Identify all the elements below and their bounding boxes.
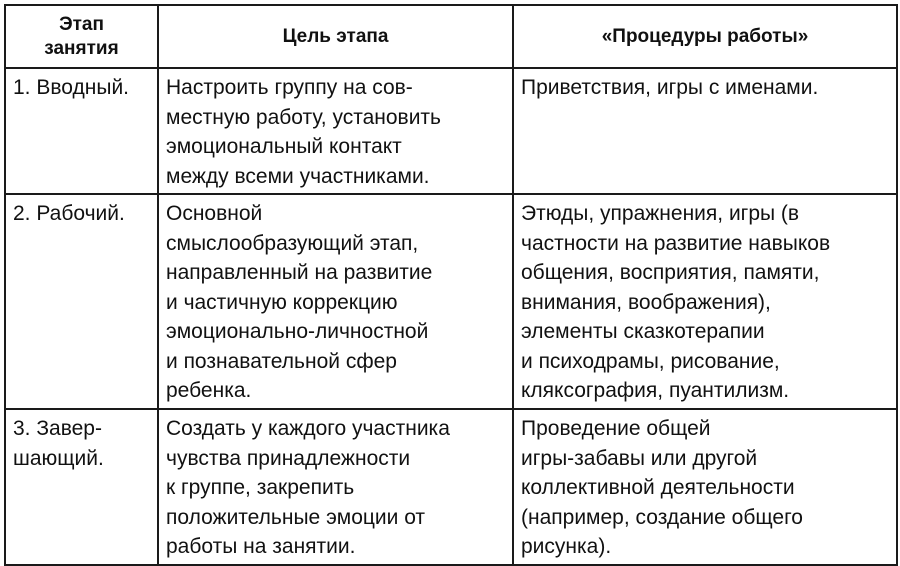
- stage-cell: 3. Завер- шающий.: [5, 409, 158, 565]
- goal-cell: Настроить группу на сов- местную работу, установить эмоциональный контакт между всеми участниками.: [158, 68, 513, 194]
- goal-cell: Создать у каждого участника чувства принадлежности к группе, закрепить положительные эмоции от работы на занятии.: [158, 409, 513, 565]
- session-stages-table: [4, 4, 898, 566]
- header-stage: Этап занятия: [5, 5, 158, 68]
- procedures-cell: Приветствия, игры с именами.: [513, 68, 897, 194]
- stage-cell: 1. Вводный.: [5, 68, 158, 194]
- stage-cell: 2. Рабочий.: [5, 194, 158, 409]
- header-procedures: «Процедуры работы»: [513, 5, 897, 68]
- header-goal: Цель этапа: [158, 5, 513, 68]
- table-row: [5, 194, 897, 409]
- table-row: [5, 68, 897, 194]
- procedures-cell: Проведение общей игры-забавы или другой коллективной деятельности (например, создание общего рисунка).: [513, 409, 897, 565]
- table-row: [5, 409, 897, 565]
- table-header-row: [5, 5, 897, 68]
- goal-cell: Основной смыслообразующий этап, направленный на развитие и частичную коррекцию эмоционально-личностной и познавательной сфер ребенка.: [158, 194, 513, 409]
- procedures-cell: Этюды, упражнения, игры (в частности на развитие навыков общения, восприятия, памяти, внимания, воображения), элементы сказкотерапии и психодрамы, рисование, кляксография, пуантилизм.: [513, 194, 897, 409]
